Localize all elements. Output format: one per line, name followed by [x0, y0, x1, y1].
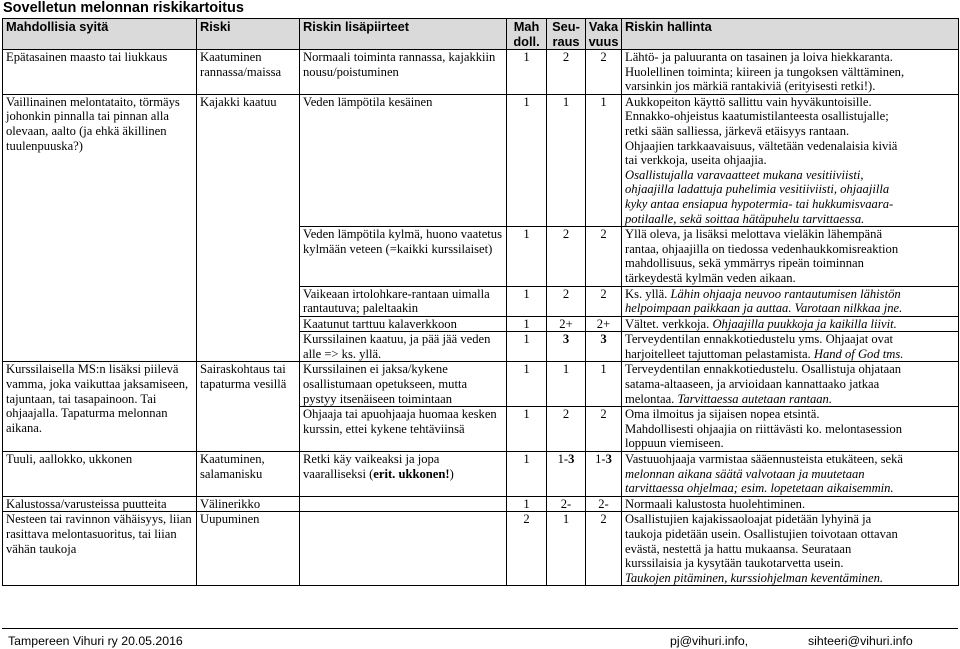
table-header: [3, 19, 959, 50]
probability-cell: 1: [507, 496, 547, 512]
management-cell: [622, 286, 959, 316]
probability-cell: 1: [507, 286, 547, 316]
consequence-cell: 2: [547, 407, 586, 452]
management-cell: [622, 94, 959, 226]
probability-cell: 1: [507, 332, 547, 362]
cause-cell: Kurssilaisella MS:n lisäksi piilevä vamma, joka vaikuttaa jaksamiseen, tajuntaan, tai tasapainoon. Tai ohjaajalla. Tapaturma melonnan aikana.: [3, 362, 197, 452]
severity-cell: 2: [586, 227, 622, 286]
consequence-cell: 1: [547, 362, 586, 407]
management-note: kyky antaa ensiapua hypotermia- tai hukkumisvaara-: [625, 196, 894, 211]
probability-cell: 1: [507, 362, 547, 407]
management-line: Huolellinen toiminta; kiireen ja tungoksen välttäminen,: [625, 64, 905, 79]
table-row: [3, 452, 959, 497]
probability-cell: 1: [507, 227, 547, 286]
risk-cell: Sairaskohtaus tai tapaturma vesillä: [197, 362, 300, 452]
management-cell: [622, 50, 959, 95]
probability-cell: 2: [507, 512, 547, 586]
management-cell: [622, 452, 959, 497]
consequence-cell: 2+: [547, 316, 586, 332]
management-note: tarvittaessa ohjelmaa; esim. lopetetaan aikaisemmin.: [625, 481, 894, 496]
cause-cell: Vaillinainen melontataito, törmäys johonkin pinnalla tai pinnan alla olevaan, aalto (ja ehkä äkillinen tuulenpuuska?): [3, 94, 197, 362]
severity-cell: 2-: [586, 496, 622, 512]
page-title: Sovelletun melonnan riskikartoitus: [3, 0, 244, 16]
management-line: evästä, nestettä ja hattu mukaansa. Seurataan: [625, 541, 852, 556]
management-cell: [622, 512, 959, 586]
cause-cell: Kalustossa/varusteissa puutteita: [3, 496, 197, 512]
management-line: Yllä oleva, ja lisäksi melottava vieläkin lähempänä: [625, 227, 883, 242]
feature-cell: Vaikeaan irtolohkare-rantaan uimalla rantautuva; paleltaakin: [300, 286, 507, 316]
footer-divider: [2, 628, 958, 629]
management-line: Ohjaajien tarkkaavaisuus, vältetään vedenalaisia kiviä: [625, 138, 898, 153]
severity-cell: 2: [586, 407, 622, 452]
table-row: [3, 94, 959, 226]
management-line: taukoja pidetään usein. Osallistujien toivotaan ottavan: [625, 527, 898, 541]
management-note: Lähin ohjaaja neuvoo rantautumisen lähistön: [670, 286, 901, 301]
consequence-cell: 2-: [547, 496, 586, 512]
risk-cell: Kaatuminen, salamanisku: [197, 452, 300, 497]
management-note: Hand of God tms.: [813, 346, 904, 361]
management-cell: [622, 316, 959, 332]
risk-cell: Kajakki kaatuu: [197, 94, 300, 362]
probability-cell: 1: [507, 452, 547, 497]
risk-cell: Uupuminen: [197, 512, 300, 586]
cause-cell: Tuuli, aallokko, ukkonen: [3, 452, 197, 497]
management-line: Oma ilmoitus ja sijaisen nopea etsintä.: [625, 407, 820, 422]
management-note: Tarvittaessa autetaan rantaan.: [677, 391, 832, 406]
feature-cell: Kurssilainen ei jaksa/kykene osallistumaan opetukseen, mutta pystyy itsenäiseen toimintaan: [300, 362, 507, 407]
header-consequence: Seu- raus: [547, 19, 586, 50]
management-line: Vastuuohjaaja varmistaa sääennusteista etukäteen, sekä: [625, 452, 904, 467]
risk-cell: Välinerikko: [197, 496, 300, 512]
probability-cell: 1: [507, 94, 547, 226]
probability-cell: 1: [507, 407, 547, 452]
feature-emphasis: erit. ukkonen!: [373, 466, 450, 481]
feature-cell: [300, 496, 507, 512]
management-cell: [622, 227, 959, 286]
management-line: Mahdollisesti ohjaajia on riittävästi ko. melontasession: [625, 421, 903, 436]
management-note: helpoimpaan paikkaan ja auttaa. Varotaan nilkkaa jne.: [625, 301, 903, 316]
management-line: Ennakko-ohjeistus kaatumistilanteesta osallistujalle;: [625, 109, 889, 124]
management-line: loppuun viemiseen.: [625, 436, 724, 451]
management-note: Osallistujalla varavaatteet mukana vesitiiviisti,: [625, 167, 864, 182]
feature-cell: [300, 452, 507, 497]
feature-cell: Normaali toiminta rannassa, kajakkiin nousu/poistuminen: [300, 50, 507, 95]
management-cell: [622, 407, 959, 452]
probability-cell: 1: [507, 316, 547, 332]
management-line: varsinkin jos märkiä rantakiviä (erityisesti retki!).: [625, 79, 876, 94]
feature-cell: [300, 512, 507, 586]
management-line: kurssilaisia ja kysytään taukotarvetta usein.: [625, 556, 844, 571]
feature-cell: Veden lämpötila kylmä, huono vaatetus kylmään veteen (=kaikki kurssilaiset): [300, 227, 507, 286]
table-row: [3, 512, 959, 586]
consequence-cell: 2: [547, 227, 586, 286]
management-line: Osallistujien kajakissaoloajat pidetään lyhyinä ja: [625, 512, 872, 527]
management-note: Taukojen pitäminen, kurssiohjelman keventäminen.: [625, 570, 884, 585]
severity-cell: 3: [586, 332, 622, 362]
consequence-cell: 2: [547, 286, 586, 316]
footer-email-link[interactable]: pj@vihuri.info,: [670, 634, 749, 648]
severity-cell: 2+: [586, 316, 622, 332]
feature-cell: Kaatunut tarttuu kalaverkkoon: [300, 316, 507, 332]
consequence-cell: 1: [547, 94, 586, 226]
management-cell: [622, 332, 959, 362]
header-risk: Riski: [197, 19, 300, 50]
management-line: retki sään salliessa, järkevä etäisyys rantaan.: [625, 123, 850, 138]
management-line: Ks. yllä.: [625, 286, 668, 301]
management-line: Terveydentilan ennakkotiedustelu. Osallistuja ohjataan: [625, 362, 902, 377]
header-probability: Mah doll.: [507, 19, 547, 50]
feature-cell: Kurssilainen kaatuu, ja pää jää veden alle => ks. yllä.: [300, 332, 507, 362]
severity-cell: 1: [586, 362, 622, 407]
management-line: mahdollisuus, sekä ymmärrys ripeän toiminnan: [625, 256, 864, 271]
management-line: rantaa, ohjaajilla on tiedossa vedenhaukkomisreaktion: [625, 241, 899, 256]
feature-text: ): [449, 466, 454, 481]
management-note: Ohjaajilla puukkoja ja kaikilla liivit.: [712, 316, 897, 331]
header-management: Riskin hallinta: [622, 19, 959, 50]
header-features: Riskin lisäpiirteet: [300, 19, 507, 50]
feature-text: Retki käy vaikeaksi ja jopa vaaralliseksi (: [303, 452, 440, 481]
severity-cell: 1: [586, 94, 622, 226]
management-line: Terveydentilan ennakkotiedustelu yms. Ohjaajat ovat: [625, 332, 894, 347]
table-row: [3, 50, 959, 95]
management-cell: Normaali kalustosta huolehtiminen.: [622, 496, 959, 512]
probability-cell: 1: [507, 50, 547, 95]
management-line: tärkeydestä kylmän veden aikaan.: [625, 270, 796, 285]
table-row: [3, 496, 959, 512]
management-cell: [622, 362, 959, 407]
management-note: ohjaajilla ladattuja puhelimia vesitiiviisti, ohjaajilla: [625, 182, 890, 197]
severity-cell: 2: [586, 50, 622, 95]
header-causes: Mahdollisia syitä: [3, 19, 197, 50]
feature-cell: Ohjaaja tai apuohjaaja huomaa kesken kurssin, ettei kykene tehtäviinsä: [300, 407, 507, 452]
feature-cell: Veden lämpötila kesäinen: [300, 94, 507, 226]
management-note: potilaalle, sekä soittaa hätäpuhelu tarvittaessa.: [625, 211, 865, 226]
consequence-cell: 3: [547, 332, 586, 362]
severity-cell: 2: [586, 286, 622, 316]
management-note: melonnan aikana säätä valvotaan ja muutetaan: [625, 466, 865, 481]
footer-email-link[interactable]: sihteeri@vihuri.info: [808, 634, 913, 648]
management-line: harjoitelleet tajuttoman pelastamista.: [625, 346, 811, 361]
management-line: melontaa.: [625, 391, 675, 406]
severity-cell: 1-3: [586, 452, 622, 497]
risk-table: [2, 18, 959, 586]
risk-cell: Kaatuminen rannassa/maissa: [197, 50, 300, 95]
management-line: satama-altaaseen, ja arvioidaan kannattaako jatkaa: [625, 377, 880, 392]
cause-cell: Nesteen tai ravinnon vähäisyys, liian rasittava melontasuoritus, tai liian vähän taukoja: [3, 512, 197, 586]
management-line: tai verkkoja, useita ohjaajia.: [625, 153, 767, 168]
management-line: Lähtö- ja paluuranta on tasainen ja loiva hiekkaranta.: [625, 50, 893, 64]
consequence-cell: 2: [547, 50, 586, 95]
cause-cell: Epätasainen maasto tai liukkaus: [3, 50, 197, 95]
consequence-cell: 1: [547, 512, 586, 586]
footer-organization: Tampereen Vihuri ry 20.05.2016: [8, 634, 183, 648]
management-line: Vältet. verkkoja.: [625, 316, 710, 331]
management-line: Aukkopeiton käyttö sallittu vain hyväkuntoisille.: [625, 94, 872, 109]
header-severity: Vaka vuus: [586, 19, 622, 50]
table-row: [3, 362, 959, 407]
consequence-cell: 1-3: [547, 452, 586, 497]
severity-cell: 2: [586, 512, 622, 586]
